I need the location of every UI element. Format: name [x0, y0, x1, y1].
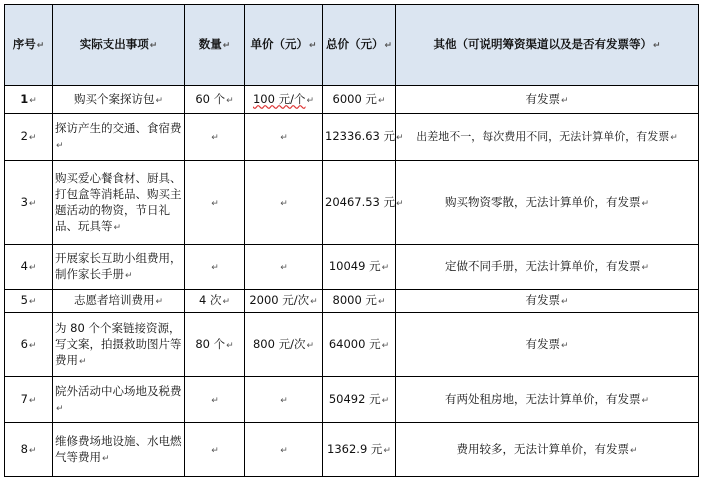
header-item: 实际支出事项↵ [53, 5, 185, 86]
table-row [5, 377, 699, 423]
row-total: 12336.63 元↵ [323, 114, 396, 161]
row-qty: ↵ [185, 161, 245, 245]
header-unit-price: 单价（元）↵ [245, 5, 323, 86]
row-no: 1↵ [5, 86, 53, 114]
row-qty: 80 个↵ [185, 313, 245, 377]
row-no: 5↵ [5, 290, 53, 313]
row-item: 志愿者培训费用↵ [53, 290, 185, 313]
row-item: 院外活动中心场地及税费↵ [53, 377, 185, 423]
row-unit-price: 100 元/个↵ [245, 86, 323, 114]
row-qty: 4 次↵ [185, 290, 245, 313]
row-note: 购买物资零散，无法计算单价，有发票↵ [396, 161, 699, 245]
table-row [5, 245, 699, 290]
row-unit-price: ↵ [245, 114, 323, 161]
header-total: 总价（元）↵ [323, 5, 396, 86]
row-note: 有发票↵ [396, 313, 699, 377]
row-item: 购买个案探访包↵ [53, 86, 185, 114]
row-total: 50492 元↵ [323, 377, 396, 423]
table-row [5, 114, 699, 161]
row-unit-price: ↵ [245, 377, 323, 423]
table-row [5, 313, 699, 377]
row-note: 费用较多，无法计算单价，有发票↵ [396, 423, 699, 477]
row-qty: ↵ [185, 114, 245, 161]
row-no: 2↵ [5, 114, 53, 161]
table-row [5, 290, 699, 313]
row-qty: ↵ [185, 423, 245, 477]
row-no: 6↵ [5, 313, 53, 377]
row-no: 3↵ [5, 161, 53, 245]
row-item: 为 80 个个案链接资源，写文案，拍摄救助图片等费用↵ [53, 313, 185, 377]
row-no: 7↵ [5, 377, 53, 423]
row-qty: ↵ [185, 245, 245, 290]
row-qty: 60 个↵ [185, 86, 245, 114]
row-qty: ↵ [185, 377, 245, 423]
header-qty: 数量↵ [185, 5, 245, 86]
row-unit-price: ↵ [245, 161, 323, 245]
table-row [5, 161, 699, 245]
row-unit-price: ↵ [245, 423, 323, 477]
row-item: 维修费场地设施、水电燃气等费用↵ [53, 423, 185, 477]
expense-table [4, 4, 699, 477]
row-total: 8000 元↵ [323, 290, 396, 313]
row-total: 64000 元↵ [323, 313, 396, 377]
row-item: 购买爱心餐食材、厨具、打包盒等消耗品、购买主题活动的物资，节日礼品、玩具等↵ [53, 161, 185, 245]
table-row [5, 423, 699, 477]
row-note: 定做不同手册，无法计算单价，有发票↵ [396, 245, 699, 290]
row-item: 探访产生的交通、食宿费↵ [53, 114, 185, 161]
row-total: 6000 元↵ [323, 86, 396, 114]
header-no: 序号↵ [5, 5, 53, 86]
header-note: 其他（可说明筹资渠道以及是否有发票等）↵ [396, 5, 699, 86]
row-item: 开展家长互助小组费用，制作家长手册↵ [53, 245, 185, 290]
row-note: 有发票↵ [396, 290, 699, 313]
row-no: 4↵ [5, 245, 53, 290]
row-no: 8↵ [5, 423, 53, 477]
row-note: 有发票↵ [396, 86, 699, 114]
row-unit-price: 800 元/次↵ [245, 313, 323, 377]
row-note: 有两处租房地，无法计算单价，有发票↵ [396, 377, 699, 423]
row-total: 1362.9 元↵ [323, 423, 396, 477]
table-row [5, 86, 699, 114]
row-note: 出差地不一，每次费用不同，无法计算单价，有发票↵ [396, 114, 699, 161]
header-row [5, 5, 699, 86]
row-unit-price: ↵ [245, 245, 323, 290]
row-total: 10049 元↵ [323, 245, 396, 290]
row-total: 20467.53 元↵ [323, 161, 396, 245]
row-unit-price: 2000 元/次↵ [245, 290, 323, 313]
